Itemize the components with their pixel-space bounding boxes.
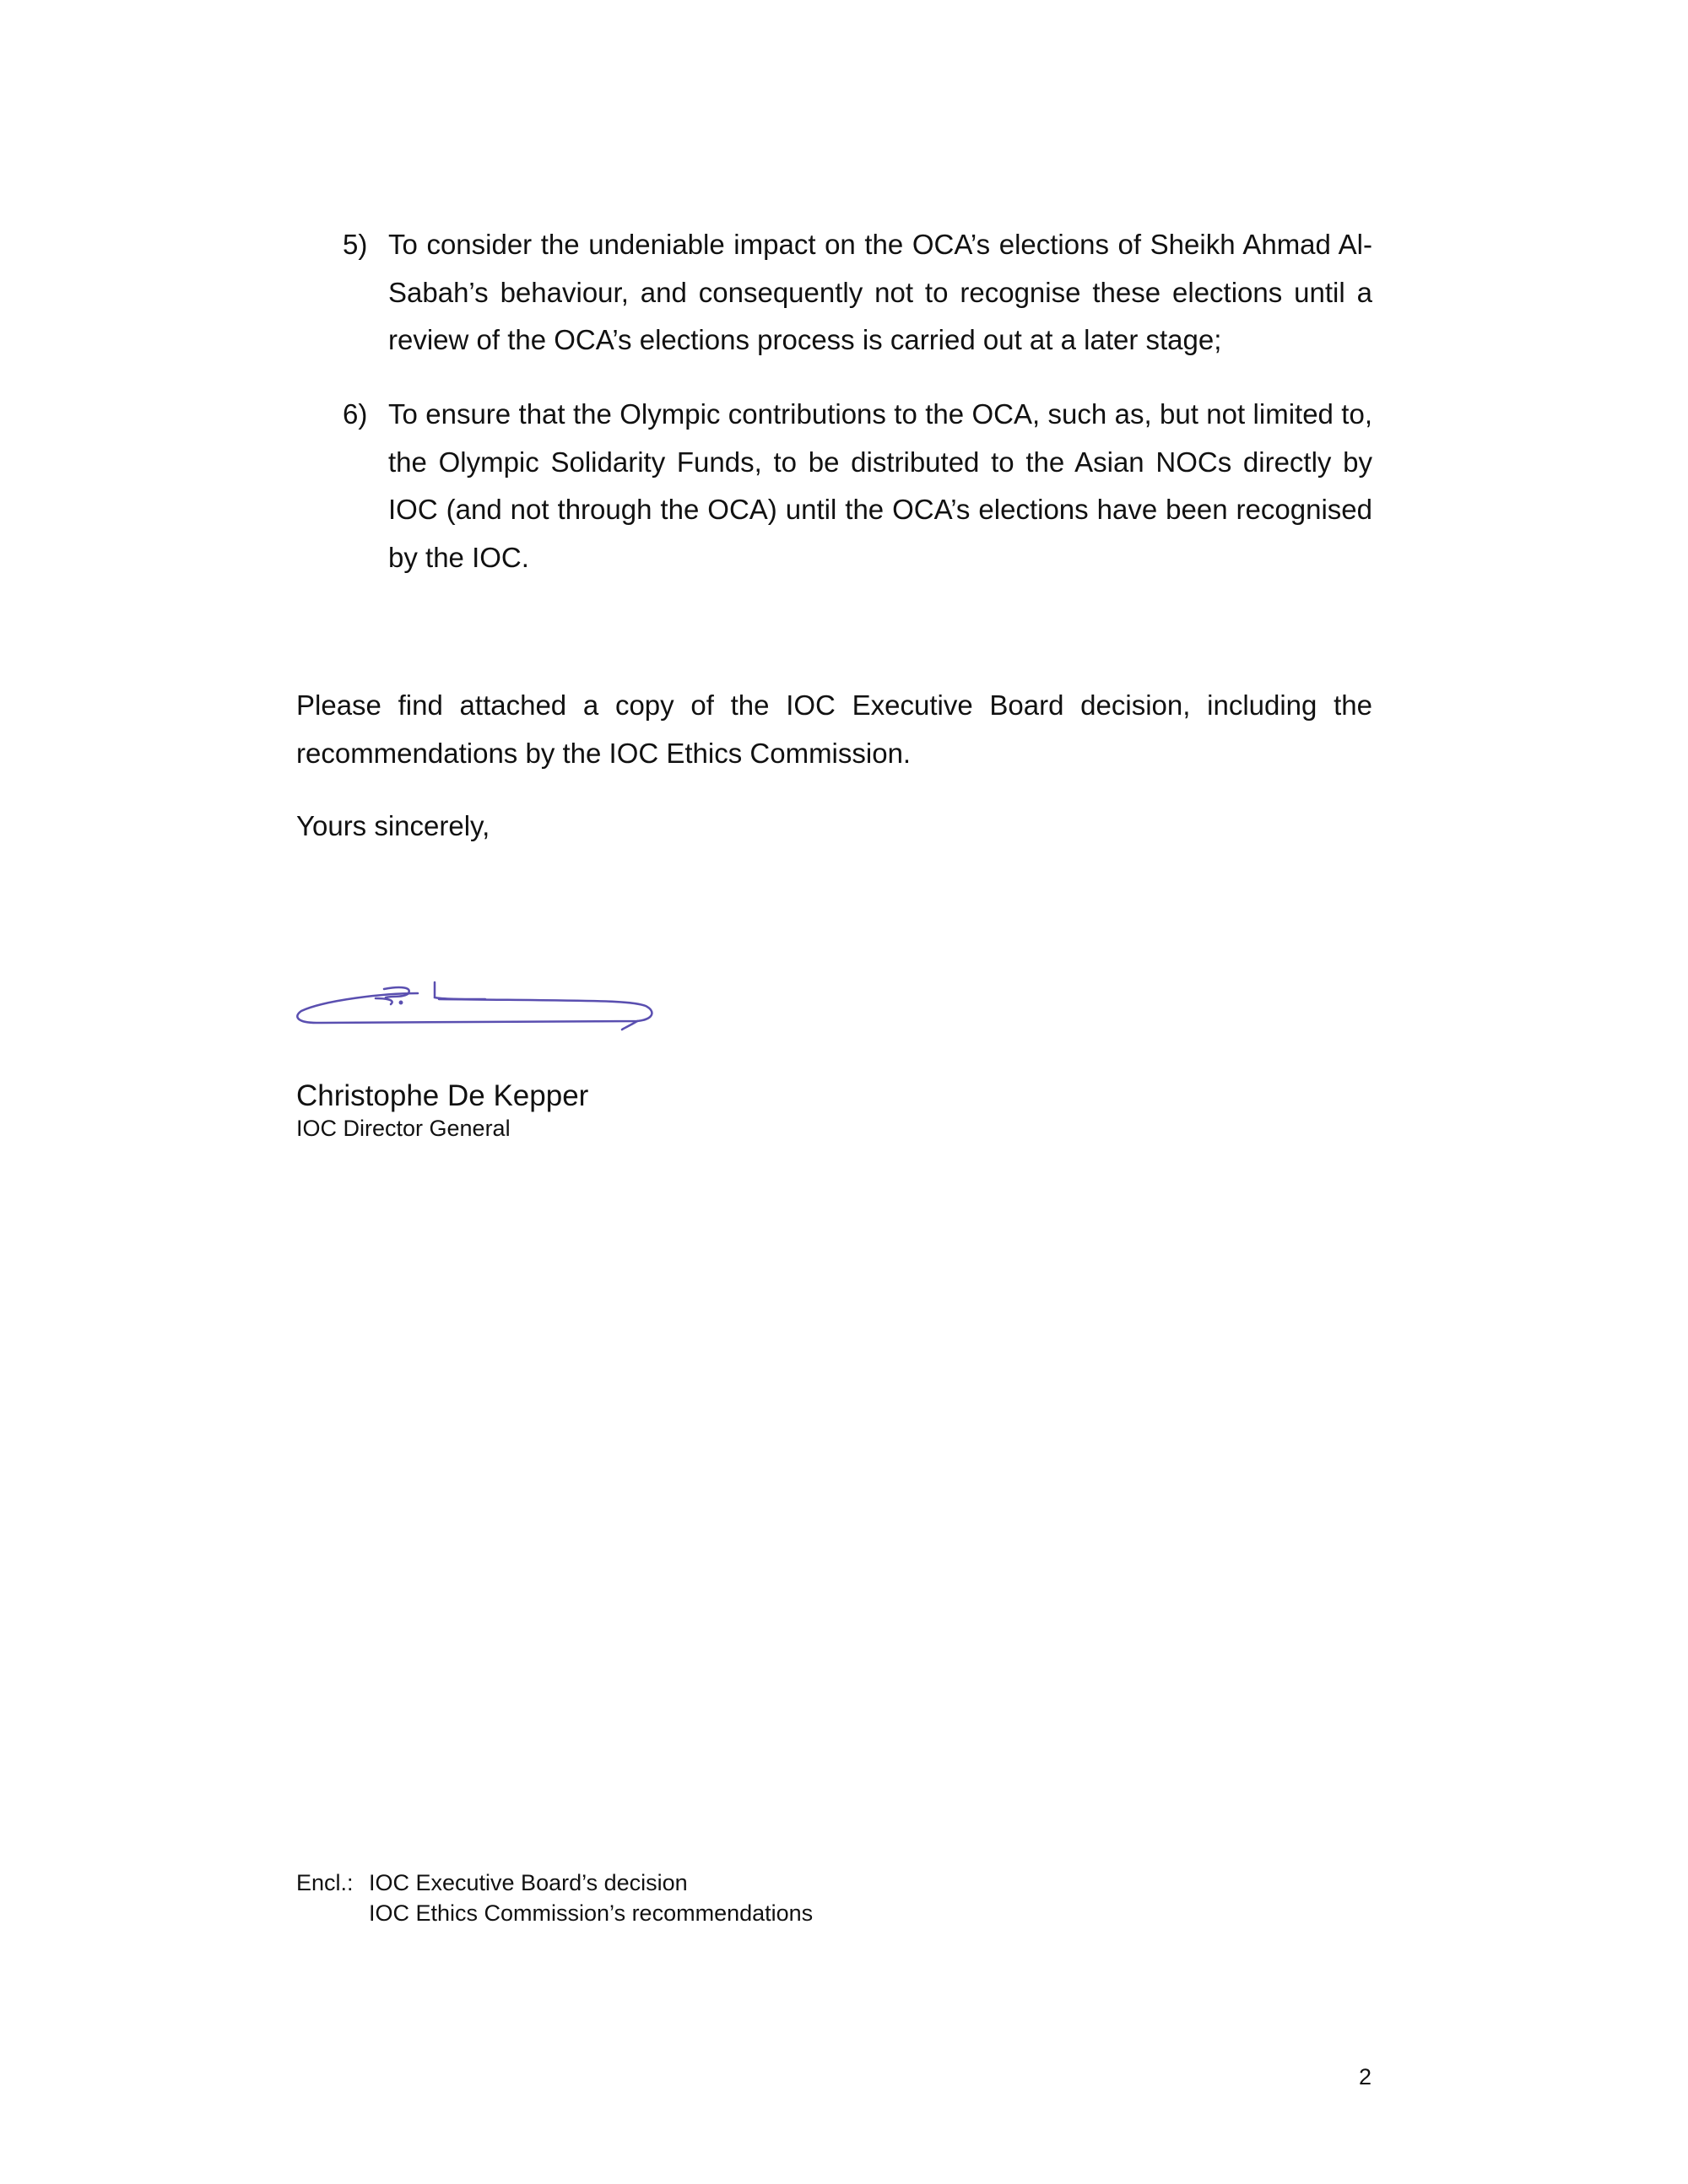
item-line: review of the OCA’s elections process is carried out at a later stage;: [388, 324, 1222, 355]
closing: Yours sincerely,: [296, 810, 490, 841]
item-number: 6): [343, 398, 368, 430]
item-line: the Olympic Solidarity Funds, to be distributed to the Asian NOCs directly by: [388, 446, 1372, 478]
item-line: Sabah’s behaviour, and consequently not to recognise these elections until a: [388, 277, 1372, 308]
item-line: To ensure that the Olympic contributions to the OCA, such as, but not limited to,: [388, 398, 1372, 430]
item-line: IOC (and not through the OCA) until the OCA’s elections have been recognised: [388, 494, 1372, 525]
paragraph-line: Please find attached a copy of the IOC Executive Board decision, including the: [296, 689, 1372, 721]
enclosure-item: IOC Ethics Commission’s recommendations: [369, 1900, 814, 1926]
enclosures-label: Encl.:: [296, 1870, 354, 1895]
item-line: by the IOC.: [388, 542, 529, 573]
signatory-title: IOC Director General: [296, 1116, 511, 1141]
signature: [291, 970, 663, 1038]
item-number: 5): [343, 229, 368, 260]
enclosure-item: IOC Executive Board’s decision: [369, 1870, 688, 1895]
signatory-name: Christophe De Kepper: [296, 1079, 589, 1112]
paragraph-line: recommendations by the IOC Ethics Commission.: [296, 738, 912, 769]
page-number: 2: [1359, 2064, 1372, 2089]
item-line: To consider the undeniable impact on the OCA’s elections of Sheikh Ahmad Al-: [388, 229, 1372, 260]
